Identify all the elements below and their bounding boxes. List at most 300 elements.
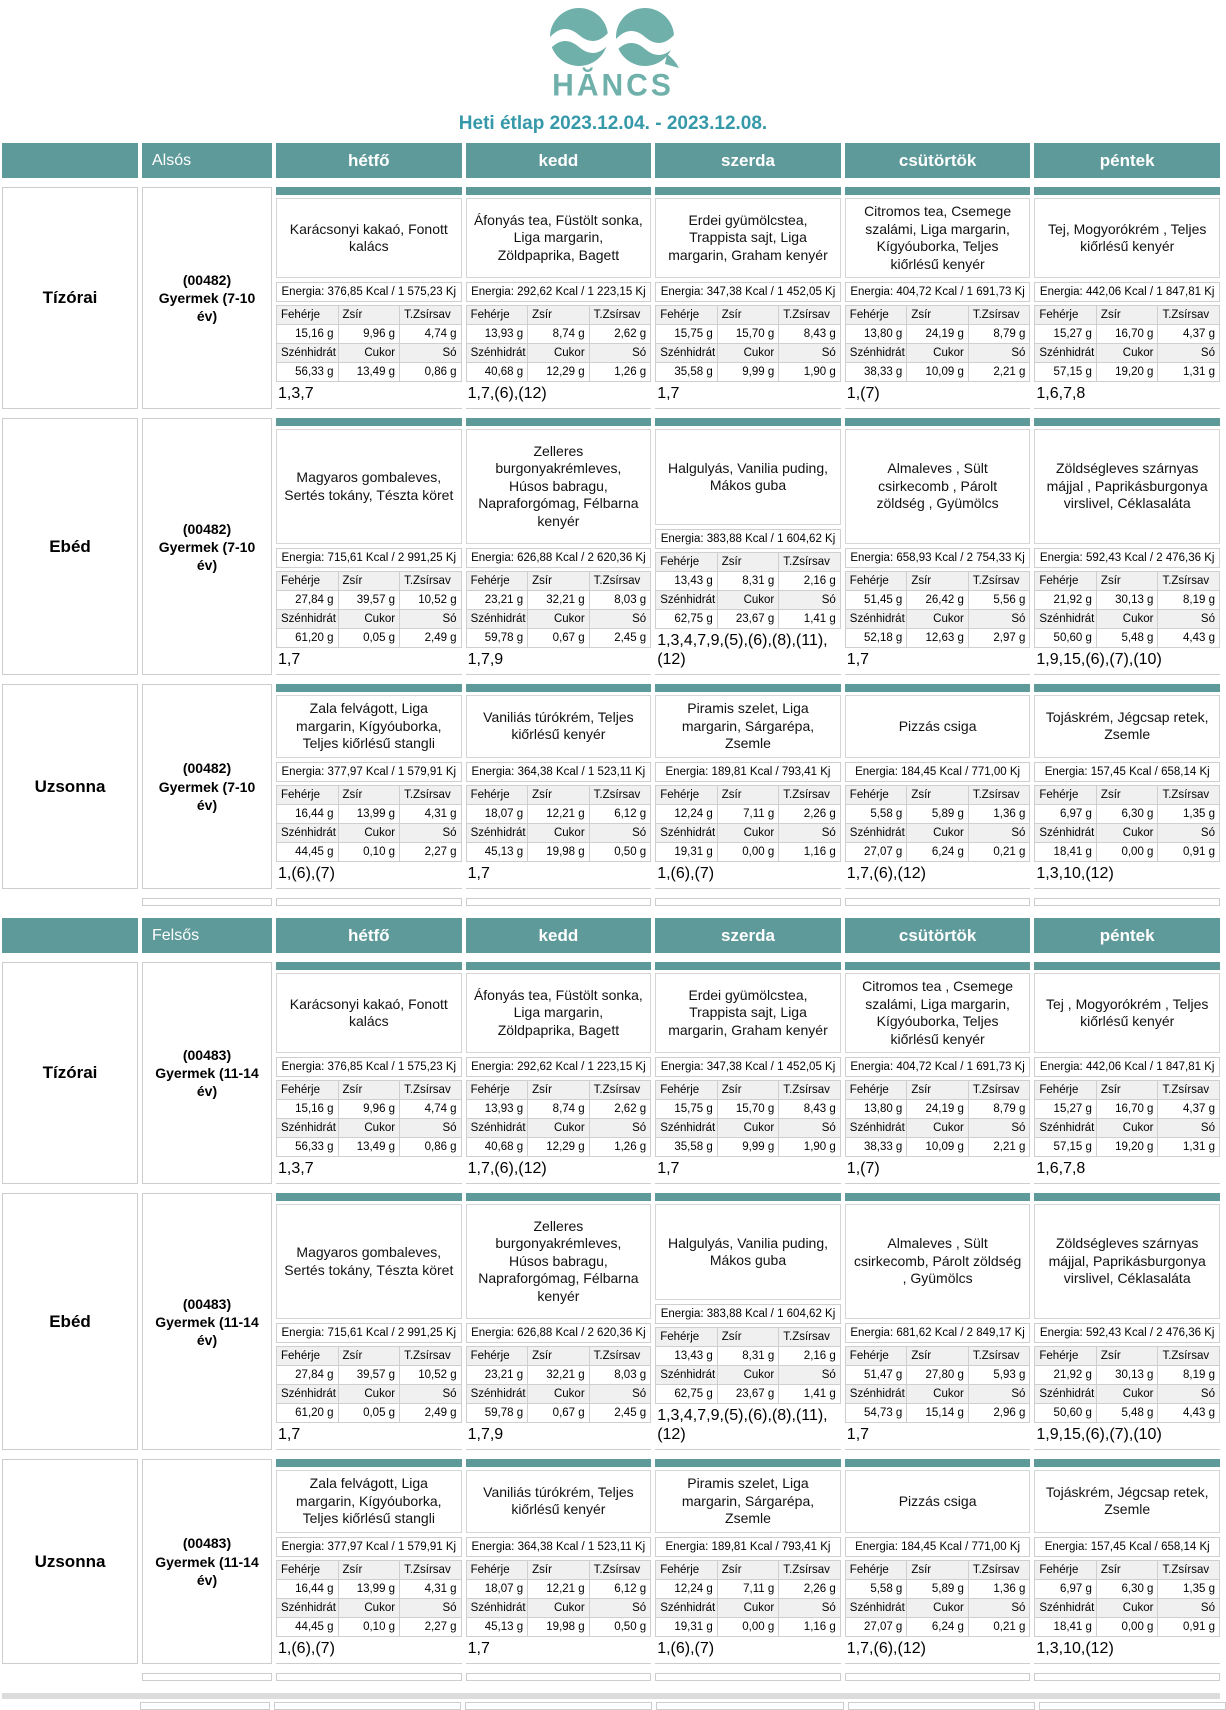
nutrient-value: 13,99 g xyxy=(339,1580,400,1598)
accent-bar xyxy=(1034,187,1220,195)
nutrient-label: Só xyxy=(1158,1599,1219,1617)
allergen-codes: 1,7 xyxy=(845,648,1031,675)
section-header-row xyxy=(2,143,1220,178)
nutrient-value: 4,74 g xyxy=(400,1100,461,1118)
nutrient-label: T.Zsírsav xyxy=(590,1347,651,1365)
nutrient-label: Só xyxy=(590,610,651,628)
menu-day-cell xyxy=(845,418,1031,675)
accent-bar xyxy=(276,1459,462,1467)
menu-day-cell xyxy=(276,1193,462,1450)
group-id-cell: (00482) Gyermek (7-10 év) xyxy=(142,418,272,675)
nutrient-value: 16,70 g xyxy=(1097,325,1158,343)
group-id-cell: (00483) Gyermek (11-14 év) xyxy=(142,1459,272,1664)
menu-day-cell xyxy=(466,962,652,1184)
nutrition-table xyxy=(1034,785,1220,862)
nutrient-value: 30,13 g xyxy=(1097,591,1158,609)
nutrient-label: Fehérje xyxy=(1035,1347,1096,1365)
nutrition-table xyxy=(655,1560,841,1637)
nutrition-table xyxy=(655,1327,841,1404)
nutrient-label: Cukor xyxy=(339,1385,400,1403)
nutrient-value: 5,89 g xyxy=(907,1580,968,1598)
nutrient-label: Zsír xyxy=(907,1561,968,1579)
nutrient-value: 19,98 g xyxy=(528,1618,589,1636)
nutrient-label: Zsír xyxy=(528,572,589,590)
nutrient-value: 62,75 g xyxy=(656,1385,717,1403)
energy-value: Energia: 681,62 Kcal / 2 849,17 Kj xyxy=(845,1323,1031,1343)
nutrient-label: Só xyxy=(969,344,1030,362)
menu-description: Piramis szelet, Liga margarin, Sárgarépa, Zsemle xyxy=(655,1470,841,1533)
nutrient-value: 23,21 g xyxy=(467,591,528,609)
nutrient-value: 0,67 g xyxy=(528,629,589,647)
nutrient-value: 6,12 g xyxy=(590,1580,651,1598)
allergen-codes: 1,3,10,(12) xyxy=(1034,1637,1220,1664)
allergen-codes: 1,7 xyxy=(466,862,652,889)
nutrient-value: 1,26 g xyxy=(590,1138,651,1156)
nutrient-value: 5,89 g xyxy=(907,805,968,823)
accent-bar xyxy=(655,684,841,692)
nutrient-label: Cukor xyxy=(1097,1599,1158,1617)
nutrient-label: Fehérje xyxy=(467,306,528,324)
spacer-cell xyxy=(1034,898,1220,906)
energy-value: Energia: 404,72 Kcal / 1 691,73 Kj xyxy=(845,1057,1031,1077)
nutrient-value: 4,43 g xyxy=(1158,1404,1219,1422)
nutrient-label: Szénhidrát xyxy=(1035,1119,1096,1137)
nutrient-value: 57,15 g xyxy=(1035,363,1096,381)
nutrient-label: Fehérje xyxy=(467,786,528,804)
nutrient-label: T.Zsírsav xyxy=(969,1561,1030,1579)
menu-day-cell xyxy=(1034,187,1220,409)
nutrient-value: 40,68 g xyxy=(467,1138,528,1156)
nutrient-value: 0,10 g xyxy=(339,1618,400,1636)
nutrient-label: Szénhidrát xyxy=(277,1385,338,1403)
menu-day-cell xyxy=(1034,1193,1220,1450)
nutrient-value: 50,60 g xyxy=(1035,629,1096,647)
nutrient-value: 8,79 g xyxy=(969,1100,1030,1118)
nutrient-label: Fehérje xyxy=(1035,1561,1096,1579)
menu-day-cell xyxy=(276,684,462,889)
nutrient-value: 15,16 g xyxy=(277,1100,338,1118)
nutrient-label: Cukor xyxy=(339,1119,400,1137)
nutrient-label: Cukor xyxy=(1097,610,1158,628)
menu-day-cell xyxy=(845,187,1031,409)
nutrient-value: 51,45 g xyxy=(846,591,907,609)
nutrient-value: 9,99 g xyxy=(718,1138,779,1156)
nutrient-value: 2,27 g xyxy=(400,1618,461,1636)
allergen-codes: 1,7,(6),(12) xyxy=(845,1637,1031,1664)
nutrition-table xyxy=(1034,305,1220,382)
nutrient-value: 2,45 g xyxy=(590,629,651,647)
nutrient-value: 13,80 g xyxy=(846,325,907,343)
nutrition-table xyxy=(466,305,652,382)
nutrient-value: 1,16 g xyxy=(779,1618,840,1636)
day-header-4: csütörtök xyxy=(845,143,1031,178)
nutrient-value: 0,21 g xyxy=(969,843,1030,861)
energy-value: Energia: 592,43 Kcal / 2 476,36 Kj xyxy=(1034,548,1220,568)
nutrient-label: Szénhidrát xyxy=(846,1599,907,1617)
nutrient-label: Cukor xyxy=(339,610,400,628)
accent-bar xyxy=(276,684,462,692)
nutrition-table xyxy=(845,305,1031,382)
menu-day-cell xyxy=(466,1459,652,1664)
nutrient-label: Szénhidrát xyxy=(656,591,717,609)
nutrient-value: 8,79 g xyxy=(969,325,1030,343)
menu-day-cell xyxy=(655,1193,841,1450)
nutrient-value: 21,92 g xyxy=(1035,591,1096,609)
group-id-cell: (00482) Gyermek (7-10 év) xyxy=(142,187,272,409)
nutrient-value: 0,86 g xyxy=(400,1138,461,1156)
nutrient-value: 0,10 g xyxy=(339,843,400,861)
nutrient-label: Fehérje xyxy=(846,1561,907,1579)
menu-day-cell xyxy=(466,187,652,409)
menu-description: Zala felvágott, Liga margarin, Kígyóuborka, Teljes kiőrlésű stangli xyxy=(276,695,462,758)
nutrient-value: 2,16 g xyxy=(779,572,840,590)
nutrient-value: 0,00 g xyxy=(718,1618,779,1636)
allergen-codes: 1,7,(6),(12) xyxy=(466,382,652,409)
nutrient-value: 61,20 g xyxy=(277,629,338,647)
nutrient-label: Szénhidrát xyxy=(1035,824,1096,842)
meal-row xyxy=(2,187,1220,409)
nutrient-label: Zsír xyxy=(718,1081,779,1099)
spacer-cell xyxy=(845,1673,1031,1681)
day-header-2: kedd xyxy=(466,918,652,953)
nutrient-label: Zsír xyxy=(718,553,779,571)
menu-description: Erdei gyümölcstea, Trappista sajt, Liga margarin, Graham kenyér xyxy=(655,198,841,278)
energy-value: Energia: 404,72 Kcal / 1 691,73 Kj xyxy=(845,282,1031,302)
nutrient-value: 45,13 g xyxy=(467,843,528,861)
accent-bar xyxy=(276,418,462,426)
allergen-codes: 1,6,7,8 xyxy=(1034,382,1220,409)
nutrient-value: 6,24 g xyxy=(907,843,968,861)
accent-bar xyxy=(1034,1193,1220,1201)
nutrient-label: Fehérje xyxy=(846,572,907,590)
nutrient-value: 8,03 g xyxy=(590,591,651,609)
nutrient-label: Cukor xyxy=(907,824,968,842)
nutrient-value: 5,48 g xyxy=(1097,1404,1158,1422)
nutrient-value: 1,90 g xyxy=(779,363,840,381)
menu-day-cell xyxy=(655,962,841,1184)
nutrient-label: Só xyxy=(400,344,461,362)
nutrient-label: Szénhidrát xyxy=(846,344,907,362)
menu-description: Halgulyás, Vanilia puding, Mákos guba xyxy=(655,429,841,525)
nutrient-label: Zsír xyxy=(339,306,400,324)
allergen-codes: 1,(7) xyxy=(845,1157,1031,1184)
nutrient-label: Zsír xyxy=(1097,786,1158,804)
day-header-4: csütörtök xyxy=(845,918,1031,953)
day-header-2: kedd xyxy=(466,143,652,178)
accent-bar xyxy=(655,1193,841,1201)
cutoff-row xyxy=(0,1702,1226,1710)
nutrient-value: 13,43 g xyxy=(656,572,717,590)
nutrient-value: 62,75 g xyxy=(656,610,717,628)
allergen-codes: 1,3,4,7,9,(5),(6),(8),(11), (12) xyxy=(655,1404,841,1450)
nutrient-label: Zsír xyxy=(339,786,400,804)
menu-description: Áfonyás tea, Füstölt sonka, Liga margarin, Zöldpaprika, Bagett xyxy=(466,198,652,278)
nutrient-label: Szénhidrát xyxy=(656,344,717,362)
allergen-codes: 1,7 xyxy=(655,382,841,409)
header-corner-cell xyxy=(2,918,138,953)
header-corner-cell xyxy=(2,143,138,178)
energy-value: Energia: 364,38 Kcal / 1 523,11 Kj xyxy=(466,762,652,782)
menu-day-cell xyxy=(845,1193,1031,1450)
nutrient-value: 2,26 g xyxy=(779,1580,840,1598)
nutrient-label: Cukor xyxy=(718,1119,779,1137)
menu-day-cell xyxy=(466,418,652,675)
menu-day-cell xyxy=(1034,1459,1220,1664)
allergen-codes: 1,7,9 xyxy=(466,1423,652,1450)
menu-description: Citromos tea , Csemege szalámi, Liga margarin, Kígyóuborka, Teljes kiőrlésű kenyér xyxy=(845,973,1031,1053)
energy-value: Energia: 292,62 Kcal / 1 223,15 Kj xyxy=(466,1057,652,1077)
nutrient-value: 38,33 g xyxy=(846,363,907,381)
energy-value: Energia: 377,97 Kcal / 1 579,91 Kj xyxy=(276,762,462,782)
meal-row xyxy=(2,962,1220,1184)
nutrient-value: 9,96 g xyxy=(339,325,400,343)
nutrient-value: 6,12 g xyxy=(590,805,651,823)
nutrient-label: Szénhidrát xyxy=(467,610,528,628)
nutrient-value: 27,07 g xyxy=(846,1618,907,1636)
nutrient-value: 13,93 g xyxy=(467,325,528,343)
nutrient-value: 0,00 g xyxy=(1097,843,1158,861)
nutrient-value: 1,31 g xyxy=(1158,1138,1219,1156)
menu-day-cell xyxy=(466,684,652,889)
nutrient-label: T.Zsírsav xyxy=(1158,572,1219,590)
nutrient-label: T.Zsírsav xyxy=(969,786,1030,804)
nutrient-label: Szénhidrát xyxy=(467,1599,528,1617)
nutrient-label: Szénhidrát xyxy=(656,1599,717,1617)
accent-bar xyxy=(655,962,841,970)
nutrient-label: T.Zsírsav xyxy=(969,1081,1030,1099)
nutrient-label: Szénhidrát xyxy=(277,1119,338,1137)
nutrient-label: Fehérje xyxy=(277,786,338,804)
nutrient-value: 24,19 g xyxy=(907,325,968,343)
nutrient-label: Só xyxy=(969,824,1030,842)
allergen-codes: 1,7 xyxy=(845,1423,1031,1450)
nutrient-label: T.Zsírsav xyxy=(1158,1561,1219,1579)
nutrient-label: Szénhidrát xyxy=(467,1119,528,1137)
section-group-header: Alsós xyxy=(142,143,272,178)
menu-description: Tojáskrém, Jégcsap retek, Zsemle xyxy=(1034,695,1220,758)
nutrient-label: Cukor xyxy=(718,1366,779,1384)
energy-value: Energia: 184,45 Kcal / 771,00 Kj xyxy=(845,1537,1031,1557)
nutrient-value: 1,41 g xyxy=(779,1385,840,1403)
nutrient-value: 13,93 g xyxy=(467,1100,528,1118)
nutrient-label: Zsír xyxy=(907,1347,968,1365)
nutrient-label: Fehérje xyxy=(656,553,717,571)
nutrient-label: T.Zsírsav xyxy=(590,306,651,324)
allergen-codes: 1,7 xyxy=(466,1637,652,1664)
page-title: Heti étlap 2023.12.04. - 2023.12.08. xyxy=(458,113,768,134)
nutrition-table xyxy=(655,1080,841,1157)
nutrient-value: 16,70 g xyxy=(1097,1100,1158,1118)
allergen-codes: 1,(6),(7) xyxy=(655,862,841,889)
nutrition-table xyxy=(655,305,841,382)
nutrient-label: Fehérje xyxy=(656,306,717,324)
meal-row xyxy=(2,1459,1220,1664)
nutrient-label: Fehérje xyxy=(846,1081,907,1099)
nutrient-label: Só xyxy=(779,1366,840,1384)
nutrient-value: 9,96 g xyxy=(339,1100,400,1118)
accent-bar xyxy=(466,418,652,426)
nutrient-value: 8,19 g xyxy=(1158,591,1219,609)
nutrient-label: T.Zsírsav xyxy=(1158,1347,1219,1365)
menu-description: Zöldségleves szárnyas májjal, Paprikásburgonya virslivel, Céklasaláta xyxy=(1034,1204,1220,1318)
meal-name-cell: Uzsonna xyxy=(2,684,138,889)
meal-name-cell: Tízórai xyxy=(2,962,138,1184)
menu-day-cell xyxy=(276,418,462,675)
nutrient-value: 5,56 g xyxy=(969,591,1030,609)
allergen-codes: 1,7,(6),(12) xyxy=(845,862,1031,889)
nutrient-value: 0,91 g xyxy=(1158,1618,1219,1636)
accent-bar xyxy=(655,187,841,195)
nutrient-value: 10,52 g xyxy=(400,591,461,609)
nutrient-value: 12,29 g xyxy=(528,363,589,381)
nutrient-label: Zsír xyxy=(1097,1561,1158,1579)
nutrient-value: 59,78 g xyxy=(467,1404,528,1422)
energy-value: Energia: 383,88 Kcal / 1 604,62 Kj xyxy=(655,1304,841,1324)
spacer-cell xyxy=(2,898,138,906)
nutrient-label: Só xyxy=(969,610,1030,628)
energy-value: Energia: 377,97 Kcal / 1 579,91 Kj xyxy=(276,1537,462,1557)
allergen-codes: 1,3,7 xyxy=(276,382,462,409)
nutrient-label: Szénhidrát xyxy=(277,824,338,842)
menu-day-cell xyxy=(655,1459,841,1664)
nutrient-label: Cukor xyxy=(528,824,589,842)
nutrient-label: Fehérje xyxy=(1035,572,1096,590)
group-id-cell: (00482) Gyermek (7-10 év) xyxy=(142,684,272,889)
nutrition-table xyxy=(845,1346,1031,1423)
spacer-cell xyxy=(466,1673,652,1681)
nutrient-value: 0,05 g xyxy=(339,629,400,647)
nutrient-label: Cukor xyxy=(528,1599,589,1617)
nutrient-value: 15,75 g xyxy=(656,1100,717,1118)
nutrient-label: T.Zsírsav xyxy=(779,1081,840,1099)
nutrient-value: 8,43 g xyxy=(779,325,840,343)
nutrient-label: Zsír xyxy=(339,1347,400,1365)
nutrient-label: T.Zsírsav xyxy=(969,572,1030,590)
nutrient-label: Szénhidrát xyxy=(656,1119,717,1137)
group-id-cell: (00483) Gyermek (11-14 év) xyxy=(142,1193,272,1450)
menu-description: Vaniliás túrókrém, Teljes kiőrlésű kenyér xyxy=(466,695,652,758)
nutrient-value: 6,24 g xyxy=(907,1618,968,1636)
allergen-codes: 1,9,15,(6),(7),(10) xyxy=(1034,648,1220,675)
nutrient-label: Só xyxy=(1158,1385,1219,1403)
nutrition-table xyxy=(845,785,1031,862)
nutrition-table xyxy=(655,552,841,629)
nutrient-value: 18,41 g xyxy=(1035,1618,1096,1636)
nutrient-value: 1,16 g xyxy=(779,843,840,861)
nutrient-label: T.Zsírsav xyxy=(1158,306,1219,324)
nutrition-table xyxy=(1034,571,1220,648)
menu-day-cell xyxy=(655,684,841,889)
nutrient-label: Zsír xyxy=(339,1561,400,1579)
nutrition-table xyxy=(845,571,1031,648)
nutrient-value: 15,70 g xyxy=(718,325,779,343)
nutrient-label: Szénhidrát xyxy=(656,1366,717,1384)
nutrient-label: Szénhidrát xyxy=(846,824,907,842)
nutrient-value: 0,91 g xyxy=(1158,843,1219,861)
nutrient-value: 2,97 g xyxy=(969,629,1030,647)
nutrient-label: Szénhidrát xyxy=(277,344,338,362)
nutrient-value: 56,33 g xyxy=(277,363,338,381)
nutrient-label: Szénhidrát xyxy=(1035,344,1096,362)
logo-text: HĂNCS xyxy=(552,68,674,103)
nutrient-label: Só xyxy=(400,610,461,628)
section-header-row xyxy=(2,918,1220,953)
nutrient-value: 16,44 g xyxy=(277,805,338,823)
nutrient-value: 13,49 g xyxy=(339,1138,400,1156)
nutrient-label: Zsír xyxy=(528,786,589,804)
day-header-1: hétfő xyxy=(276,918,462,953)
menu-description: Zala felvágott, Liga margarin, Kígyóuborka, Teljes kiőrlésű stangli xyxy=(276,1470,462,1533)
energy-value: Energia: 376,85 Kcal / 1 575,23 Kj xyxy=(276,282,462,302)
nutrient-value: 7,11 g xyxy=(718,805,779,823)
nutrient-label: T.Zsírsav xyxy=(779,1328,840,1346)
menu-description: Zelleres burgonyakrémleves, Húsos babragu, Napraforgómag, Félbarna kenyér xyxy=(466,429,652,543)
accent-bar xyxy=(276,187,462,195)
nutrient-value: 10,52 g xyxy=(400,1366,461,1384)
nutrient-value: 13,49 g xyxy=(339,363,400,381)
nutrient-label: Zsír xyxy=(907,306,968,324)
menu-description: Zelleres burgonyakrémleves, Húsos babragu, Napraforgómag, Félbarna kenyér xyxy=(466,1204,652,1318)
menu-day-cell xyxy=(466,1193,652,1450)
menu-description: Almaleves , Sült csirkecomb, Párolt zöldség , Gyümölcs xyxy=(845,1204,1031,1318)
nutrient-label: Fehérje xyxy=(1035,1081,1096,1099)
nutrient-value: 2,49 g xyxy=(400,1404,461,1422)
accent-bar xyxy=(466,1193,652,1201)
nutrient-value: 4,37 g xyxy=(1158,325,1219,343)
menu-description: Almaleves , Sült csirkecomb , Párolt zöldség , Gyümölcs xyxy=(845,429,1031,543)
nutrient-value: 19,31 g xyxy=(656,843,717,861)
allergen-codes: 1,7 xyxy=(655,1157,841,1184)
nutrient-value: 2,96 g xyxy=(969,1404,1030,1422)
accent-bar xyxy=(845,1459,1031,1467)
spacer-cell xyxy=(276,1673,462,1681)
energy-value: Energia: 658,93 Kcal / 2 754,33 Kj xyxy=(845,548,1031,568)
spacer-cell xyxy=(848,1702,1035,1710)
meal-name-cell: Uzsonna xyxy=(2,1459,138,1664)
nutrient-value: 0,50 g xyxy=(590,1618,651,1636)
nutrient-value: 8,03 g xyxy=(590,1366,651,1384)
nutrient-value: 27,80 g xyxy=(907,1366,968,1384)
nutrient-label: Cukor xyxy=(907,344,968,362)
nutrient-value: 2,62 g xyxy=(590,325,651,343)
menu-day-cell xyxy=(845,1459,1031,1664)
nutrient-label: T.Zsírsav xyxy=(400,572,461,590)
nutrient-label: Fehérje xyxy=(467,1081,528,1099)
nutrient-value: 32,21 g xyxy=(528,1366,589,1384)
nutrition-table xyxy=(466,571,652,648)
nutrient-label: Fehérje xyxy=(467,572,528,590)
spacer-cell xyxy=(140,1702,270,1710)
nutrient-label: Fehérje xyxy=(846,786,907,804)
nutrient-label: Szénhidrát xyxy=(1035,1385,1096,1403)
nutrition-table xyxy=(845,1080,1031,1157)
nutrient-label: Só xyxy=(1158,610,1219,628)
nutrient-value: 19,31 g xyxy=(656,1618,717,1636)
allergen-codes: 1,(6),(7) xyxy=(276,862,462,889)
brand-header xyxy=(0,0,1226,135)
nutrient-value: 24,19 g xyxy=(907,1100,968,1118)
nutrient-value: 12,29 g xyxy=(528,1138,589,1156)
menu-description: Áfonyás tea, Füstölt sonka, Liga margarin, Zöldpaprika, Bagett xyxy=(466,973,652,1053)
nutrient-label: Szénhidrát xyxy=(467,824,528,842)
bottom-divider xyxy=(2,1693,1220,1699)
energy-value: Energia: 715,61 Kcal / 2 991,25 Kj xyxy=(276,1323,462,1343)
nutrient-value: 1,35 g xyxy=(1158,805,1219,823)
nutrient-value: 18,07 g xyxy=(467,805,528,823)
energy-value: Energia: 292,62 Kcal / 1 223,15 Kj xyxy=(466,282,652,302)
nutrient-value: 5,58 g xyxy=(846,1580,907,1598)
nutrient-label: Só xyxy=(1158,344,1219,362)
